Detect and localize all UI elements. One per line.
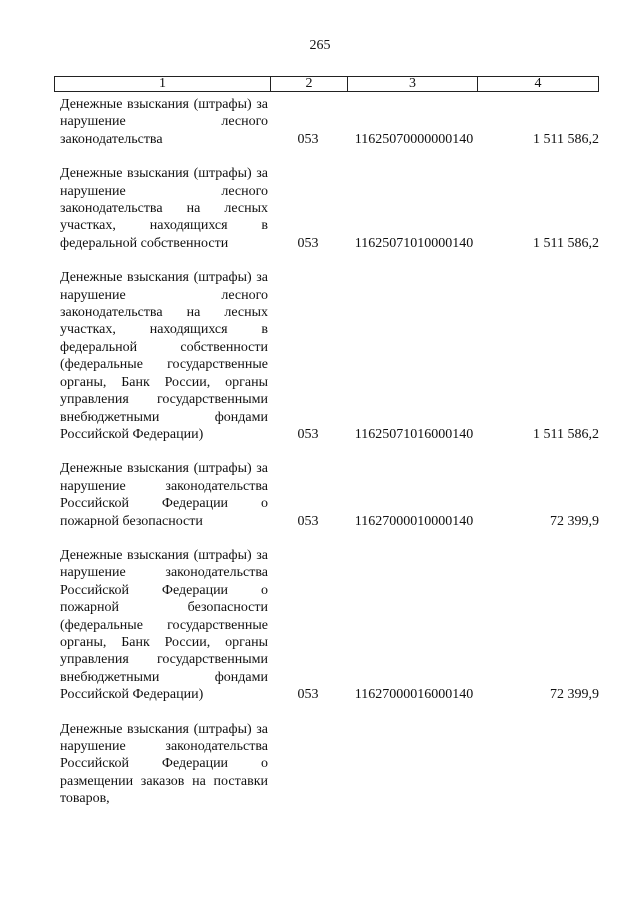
page-number: 265 <box>309 38 331 53</box>
row-budget-code: 11627000016000140 <box>354 687 474 703</box>
row-admin-code: 053 <box>297 235 319 251</box>
row-description: Денежные взыскания (штрафы) за нарушение законодательства Российской Федерации о пожарной безопасности (федеральные государственные органы, Банк России, органы управления государственными внебюджетными фондами Российской Федерации) <box>60 547 268 703</box>
row-description: Денежные взыскания (штрафы) за нарушение лесного законодательства на лесных участках, находящихся в федеральной собственности <box>60 166 268 251</box>
row-description: Денежные взыскания (штрафы) за нарушение законодательства Российской Федерации о пожарной безопасности <box>60 461 268 529</box>
row-description: Денежные взыскания (штрафы) за нарушение лесного законодательства <box>60 97 268 147</box>
table-header <box>54 76 599 92</box>
row-admin-code: 053 <box>297 426 319 442</box>
row-description: Денежные взыскания (штрафы) за нарушение законодательства Российской Федерации о размещении заказов на поставки товаров, <box>60 721 268 807</box>
row-admin-code: 053 <box>297 687 319 703</box>
row-budget-code: 11625071016000140 <box>354 426 474 442</box>
column-header-1: 1 <box>55 77 271 91</box>
row-budget-code: 11627000010000140 <box>354 513 474 529</box>
row-budget-code: 11625070000000140 <box>354 131 474 147</box>
row-description: Денежные взыскания (штрафы) за нарушение лесного законодательства на лесных участках, находящихся в федеральной собственности (федеральные государственные органы, Банк России, органы управления государственными внебюджетными фондами Российской Федерации) <box>60 270 268 442</box>
table-body <box>54 96 599 825</box>
table-row <box>54 269 599 443</box>
table-row <box>54 721 599 808</box>
row-amount: 1 511 586,2 <box>533 235 599 251</box>
table-row <box>54 460 599 530</box>
row-amount: 1 511 586,2 <box>533 426 599 442</box>
row-amount: 72 399,9 <box>550 687 599 703</box>
table-row <box>54 96 599 148</box>
row-budget-code: 11625071010000140 <box>354 235 474 251</box>
column-header-4: 4 <box>534 76 542 91</box>
row-amount: 1 511 586,2 <box>533 131 599 147</box>
column-header-2: 2 <box>271 77 348 91</box>
row-admin-code: 053 <box>297 513 319 529</box>
table-row <box>54 165 599 252</box>
table-row <box>54 547 599 704</box>
row-admin-code: 053 <box>297 131 319 147</box>
column-header-3: 3 <box>348 77 478 91</box>
row-amount: 72 399,9 <box>550 513 599 529</box>
